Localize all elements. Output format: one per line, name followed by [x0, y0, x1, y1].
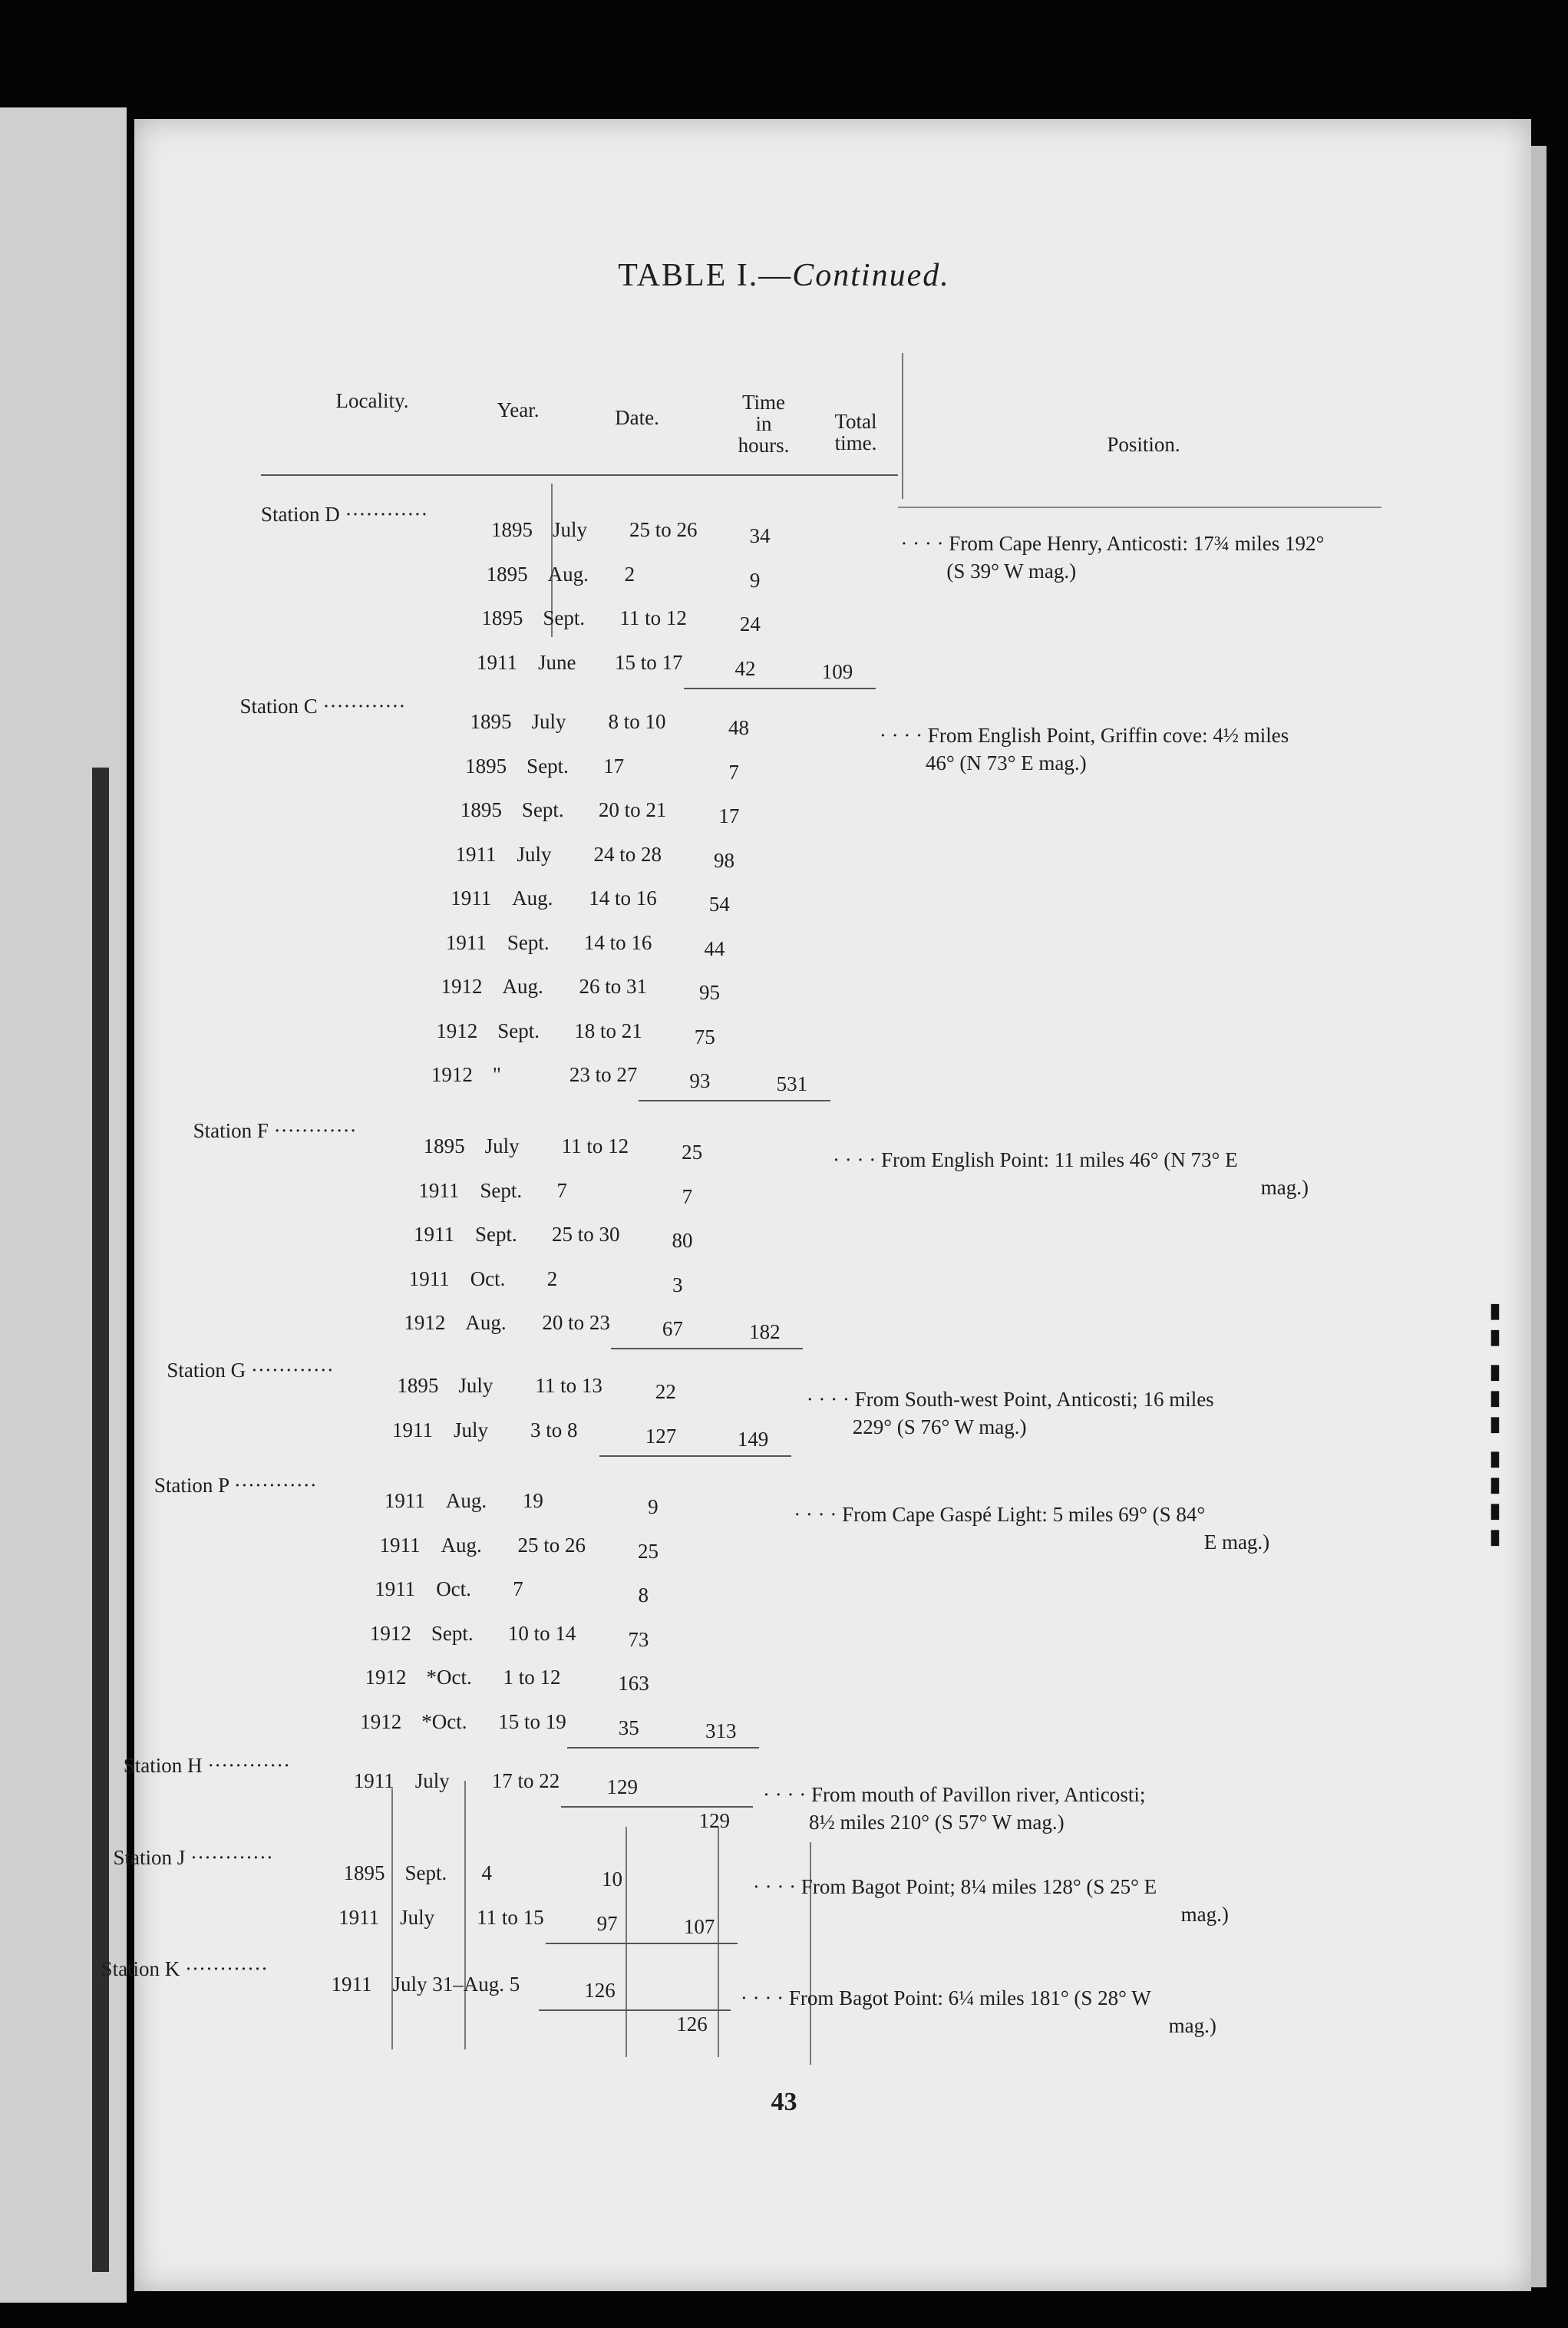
hours-cell: 25 [682, 1141, 703, 1164]
position-line-2: mag.) [1168, 2014, 1216, 2037]
month-cell: July [454, 1418, 489, 1441]
hours-cell: 3 [672, 1273, 683, 1296]
days-cell: 17 to 22 [491, 1769, 560, 1792]
hours-cell: 22 [655, 1380, 676, 1403]
hours-cell: 73 [628, 1627, 649, 1651]
month-cell: Sept. [404, 1861, 447, 1884]
position-line-1: · · · · From Cape Henry, Anticosti: 17¾ miles 192° [900, 532, 1325, 555]
month-cell: Aug. [502, 975, 543, 998]
days-cell: 15 to 17 [615, 650, 683, 674]
year-cell: 1911 [408, 1266, 450, 1290]
month-cell: " [492, 1063, 501, 1086]
header-total-line1: Total [834, 410, 877, 433]
year-cell: 1912 [369, 1621, 411, 1645]
hours-cell: 17 [718, 804, 740, 827]
station-name: Station P ············ [153, 1474, 317, 1497]
year-cell: 1911 [379, 1533, 421, 1557]
hours-cell: 44 [704, 936, 725, 960]
hours-cell: 54 [708, 893, 730, 916]
header-rule [261, 474, 898, 476]
subtotal-rule [639, 1100, 830, 1101]
hours-cell: 25 [638, 1539, 659, 1563]
station-name: Station H ············ [123, 1754, 291, 1777]
position-line-2: E mag.) [1203, 1531, 1270, 1554]
header-date: Date. [615, 406, 659, 429]
header-total-line2: time. [834, 431, 877, 454]
station-name: Station J ············ [113, 1846, 273, 1869]
subtotal-rule [546, 1943, 738, 1944]
position-line-2: mag.) [1180, 1903, 1229, 1926]
month-cell: July [484, 1134, 520, 1157]
position-line-2: 229° (S 76° W mag.) [852, 1415, 1027, 1438]
days-cell: 20 to 21 [598, 798, 667, 821]
subtotal-rule [567, 1747, 759, 1748]
title-italic: Continued. [792, 258, 950, 293]
subtotal-rule [599, 1455, 791, 1457]
year-cell: 1895 [397, 1374, 439, 1397]
hours-cell: 67 [662, 1317, 683, 1340]
header-time-line3: hours. [738, 434, 790, 457]
year-cell: 1895 [481, 606, 523, 629]
hours-cell: 93 [689, 1069, 711, 1092]
month-cell: Sept. [497, 1019, 540, 1042]
total-cell: 107 [683, 1914, 715, 1938]
month-cell: July [458, 1374, 494, 1397]
days-cell: 24 to 28 [593, 842, 662, 866]
table-title [0, 257, 1568, 294]
days-cell: 18 to 21 [574, 1019, 642, 1042]
header-rule-position [898, 507, 1381, 508]
position-line-2: (S 39° W mag.) [946, 560, 1077, 583]
hours-cell: 126 [584, 1979, 616, 2002]
subtotal-rule [539, 2009, 731, 2011]
days-cell: 26 to 31 [579, 975, 648, 998]
hours-cell: 7 [682, 1184, 693, 1208]
hours-cell: 127 [645, 1424, 677, 1448]
header-time-line2: in [755, 412, 772, 435]
month-cell: Oct. [470, 1266, 506, 1290]
hours-cell: 80 [672, 1229, 693, 1252]
days-cell: 10 to 14 [507, 1621, 576, 1645]
hours-cell: 42 [734, 656, 756, 680]
total-cell: 313 [705, 1719, 737, 1742]
position-text [900, 530, 1376, 585]
month-cell: July [553, 518, 588, 541]
position-line-1: · · · · From English Point: 11 miles 46° (N 73° E [833, 1148, 1238, 1171]
year-cell: 1911 [392, 1418, 434, 1441]
position-line-2: 8½ miles 210° (S 57° W mag.) [809, 1811, 1065, 1834]
position-line-2: 46° (N 73° E mag.) [925, 751, 1087, 774]
hours-cell: 95 [699, 981, 721, 1004]
days-cell: 25 to 30 [552, 1223, 620, 1246]
header-total-time [814, 411, 898, 454]
header-time-in-hours [718, 391, 810, 456]
position-line-1: · · · · From mouth of Pavillon river, Anticosti; [763, 1783, 1146, 1806]
year-cell: 1895 [486, 562, 528, 586]
position-text [753, 1873, 1229, 1928]
station-name: Station K ············ [101, 1957, 268, 1980]
month-cell: Sept. [507, 930, 550, 954]
hours-cell: 48 [728, 716, 749, 739]
total-cell: 531 [776, 1072, 808, 1095]
hours-cell: 7 [728, 760, 739, 784]
total-cell: 182 [749, 1320, 781, 1343]
days-cell: 3 to 8 [530, 1418, 578, 1441]
year-cell: 1911 [451, 887, 492, 910]
hours-cell: 34 [749, 524, 771, 547]
hours-cell: 9 [648, 1495, 659, 1518]
month-cell: Aug. [445, 1489, 487, 1512]
year-cell: 1911 [418, 1178, 460, 1202]
year-cell: 1895 [491, 518, 533, 541]
year-cell: 1911 [331, 1973, 372, 1996]
hours-cell: 9 [749, 568, 761, 592]
year-cell: 1911 [445, 930, 487, 954]
total-cell: 109 [821, 659, 853, 683]
hours-cell: 8 [638, 1583, 649, 1606]
month-cell: Sept. [480, 1178, 523, 1202]
month-cell: July [531, 710, 566, 733]
position-text [880, 722, 1355, 777]
month-cell: Aug. [512, 887, 553, 910]
month-cell: *Oct. [421, 1709, 467, 1733]
days-cell: 14 to 16 [589, 887, 657, 910]
year-cell: 1895 [343, 1861, 385, 1884]
facing-page-shadow [92, 768, 109, 2272]
position-text [833, 1146, 1309, 1201]
total-cell: 126 [676, 2013, 708, 2036]
days-cell: 2 [546, 1266, 558, 1290]
year-cell: 1912 [404, 1311, 446, 1334]
position-text [794, 1501, 1269, 1556]
days-cell: 25 to 26 [629, 518, 698, 541]
month-cell: Aug. [465, 1311, 507, 1334]
days-cell: 19 [522, 1489, 543, 1512]
year-cell: 1912 [360, 1709, 402, 1733]
hours-cell: 98 [714, 848, 735, 872]
days-cell: 20 to 23 [542, 1311, 610, 1334]
year-cell: 1895 [423, 1134, 465, 1157]
title-main: TABLE I.— [618, 258, 793, 293]
binding-stamp: ▮▮▮▮ ▮▮▮ ▮▮ [1483, 1298, 1506, 1550]
station-name: Station C ············ [239, 695, 406, 718]
year-cell: 1912 [365, 1666, 407, 1689]
station-name: Station D ············ [261, 503, 428, 526]
year-cell: 1911 [384, 1489, 425, 1512]
position-text [807, 1385, 1282, 1441]
header-position: Position. [1107, 433, 1180, 456]
month-cell: *Oct. [426, 1666, 472, 1689]
year-cell: 1895 [470, 710, 512, 733]
year-cell: 1912 [431, 1063, 473, 1086]
month-cell: Sept. [543, 606, 586, 629]
position-line-1: · · · · From English Point, Griffin cove: 4½ miles [879, 724, 1289, 747]
position-line-1: · · · · From Cape Gaspé Light: 5 miles 69° (S 84° [794, 1503, 1206, 1526]
year-cell: 1911 [353, 1769, 394, 1792]
month-cell: Aug. [441, 1533, 482, 1557]
year-cell: 1911 [455, 842, 497, 866]
subtotal-rule [561, 1806, 753, 1808]
year-cell: 1895 [460, 798, 502, 821]
days-cell: 14 to 16 [583, 930, 652, 954]
month-cell: June [538, 650, 576, 674]
position-text [763, 1781, 1239, 1836]
month-cell: Sept. [527, 754, 569, 778]
hours-cell: 35 [618, 1715, 639, 1739]
month-cell: Sept. [431, 1621, 474, 1645]
days-cell: 8 to 10 [608, 710, 666, 733]
hours-cell: 10 [602, 1867, 622, 1890]
days-cell: 11 to 13 [535, 1374, 602, 1397]
days-cell: 4 [481, 1861, 492, 1884]
year-cell: 1911 [414, 1223, 455, 1246]
days-cell: 23 to 27 [569, 1063, 638, 1086]
total-cell: 149 [737, 1427, 769, 1451]
days-cell: 25 to 26 [517, 1533, 586, 1557]
month-cell: July 31–Aug. 5 [392, 1973, 520, 1996]
year-cell: 1912 [436, 1019, 478, 1042]
month-cell: Sept. [475, 1223, 517, 1246]
subtotal-rule [684, 688, 876, 689]
days-cell: 7 [513, 1577, 523, 1600]
year-cell: 1912 [441, 975, 483, 998]
days-cell: 11 to 15 [477, 1905, 544, 1929]
header-year: Year. [497, 398, 540, 421]
year-cell: 1895 [465, 754, 507, 778]
hours-cell: 129 [606, 1775, 638, 1798]
hours-cell: 24 [739, 613, 761, 636]
days-cell: 2 [624, 562, 635, 586]
month-cell: Aug. [547, 562, 589, 586]
month-cell: July [517, 842, 552, 866]
year-cell: 1911 [477, 650, 518, 674]
days-cell: 15 to 19 [498, 1709, 566, 1733]
hours-cell: 97 [596, 1911, 618, 1935]
days-cell: 7 [556, 1178, 567, 1202]
year-cell: 1911 [338, 1905, 380, 1929]
month-cell: Oct. [436, 1577, 471, 1600]
position-line-1: · · · · From Bagot Point; 8¼ miles 128° (S 25° E [752, 1875, 1157, 1898]
month-cell: Sept. [521, 798, 564, 821]
days-cell: 1 to 12 [503, 1666, 561, 1689]
days-cell: 11 to 12 [561, 1134, 629, 1157]
header-time-line1: Time [741, 391, 786, 414]
days-cell: 17 [603, 754, 625, 778]
position-text [741, 1984, 1216, 2039]
header-locality: Locality. [335, 389, 409, 412]
position-line-2: mag.) [1260, 1176, 1309, 1199]
hours-cell: 75 [694, 1025, 715, 1048]
total-cell: 129 [698, 1809, 730, 1832]
station-name: Station G ············ [167, 1359, 334, 1382]
page-number: 43 [771, 2088, 797, 2116]
subtotal-rule [611, 1348, 803, 1349]
position-line-1: · · · · From Bagot Point: 6¼ miles 181° (S 28° W [740, 1986, 1151, 2009]
station-name: Station F ············ [193, 1119, 357, 1142]
year-cell: 1911 [375, 1577, 416, 1600]
month-cell: July [400, 1905, 435, 1929]
month-cell: July [414, 1769, 450, 1792]
position-line-1: · · · · From South-west Point, Anticosti; 16 miles [806, 1388, 1214, 1411]
rule-total-position [902, 353, 903, 499]
hours-cell: 163 [618, 1672, 649, 1695]
days-cell: 11 to 12 [619, 606, 687, 629]
rule-year-date-low [464, 1781, 466, 2049]
rule-locality-year [391, 1788, 393, 2049]
